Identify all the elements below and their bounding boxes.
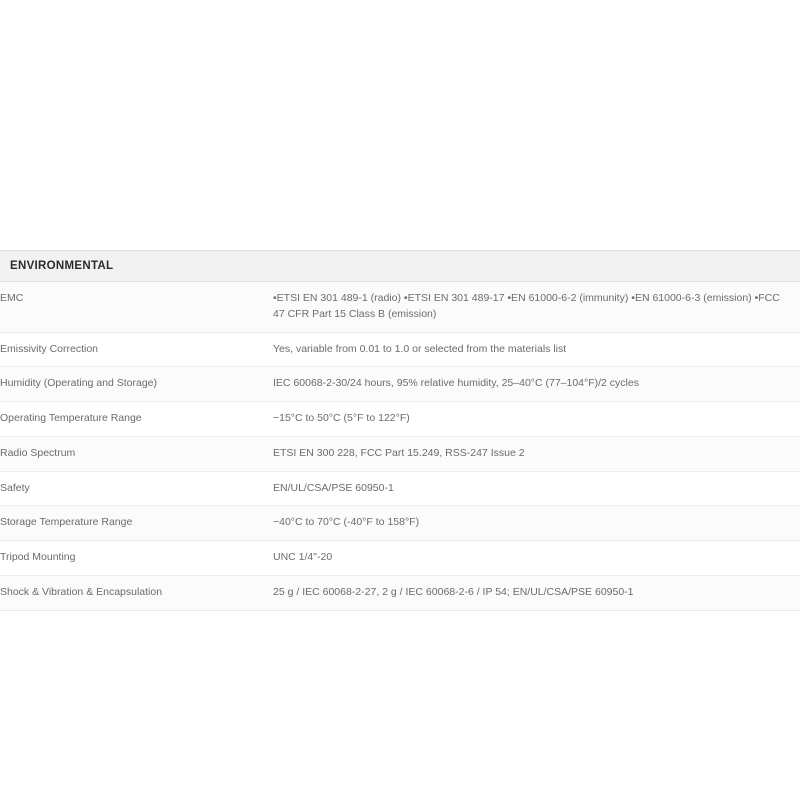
- spec-value: •ETSI EN 301 489-1 (radio) •ETSI EN 301 489-17 •EN 61000-6-2 (immunity) •EN 61000-6-3 (emission) •FCC 47 CFR Part 15 Class B (emission): [273, 282, 800, 332]
- table-row: [0, 367, 800, 402]
- table-row: [0, 436, 800, 471]
- spec-label: Storage Temperature Range: [0, 506, 273, 541]
- table-row: [0, 402, 800, 437]
- spec-label: Humidity (Operating and Storage): [0, 367, 273, 402]
- table-row: [0, 282, 800, 332]
- spec-label: Radio Spectrum: [0, 436, 273, 471]
- section-header-environmental: ENVIRONMENTAL: [0, 250, 800, 282]
- environmental-spec-block: [0, 250, 800, 611]
- spec-value: −15°C to 50°C (5°F to 122°F): [273, 402, 800, 437]
- table-row: [0, 541, 800, 576]
- table-row: [0, 575, 800, 610]
- spec-label: Shock & Vibration & Encapsulation: [0, 575, 273, 610]
- specification-table: [0, 282, 800, 611]
- spec-value: 25 g / IEC 60068-2-27, 2 g / IEC 60068-2-6 / IP 54; EN/UL/CSA/PSE 60950-1: [273, 575, 800, 610]
- specification-table-body: [0, 282, 800, 610]
- spec-label: Operating Temperature Range: [0, 402, 273, 437]
- spec-label: Tripod Mounting: [0, 541, 273, 576]
- spec-value: Yes, variable from 0.01 to 1.0 or selected from the materials list: [273, 332, 800, 367]
- table-row: [0, 471, 800, 506]
- spec-value: −40°C to 70°C (-40°F to 158°F): [273, 506, 800, 541]
- spec-value: IEC 60068-2-30/24 hours, 95% relative humidity, 25–40°C (77–104°F)/2 cycles: [273, 367, 800, 402]
- spec-label: Emissivity Correction: [0, 332, 273, 367]
- spec-value: UNC 1/4"-20: [273, 541, 800, 576]
- table-row: [0, 332, 800, 367]
- spec-label: Safety: [0, 471, 273, 506]
- spec-value: EN/UL/CSA/PSE 60950-1: [273, 471, 800, 506]
- spec-label: EMC: [0, 282, 273, 332]
- table-row: [0, 506, 800, 541]
- spec-value: ETSI EN 300 228, FCC Part 15.249, RSS-247 Issue 2: [273, 436, 800, 471]
